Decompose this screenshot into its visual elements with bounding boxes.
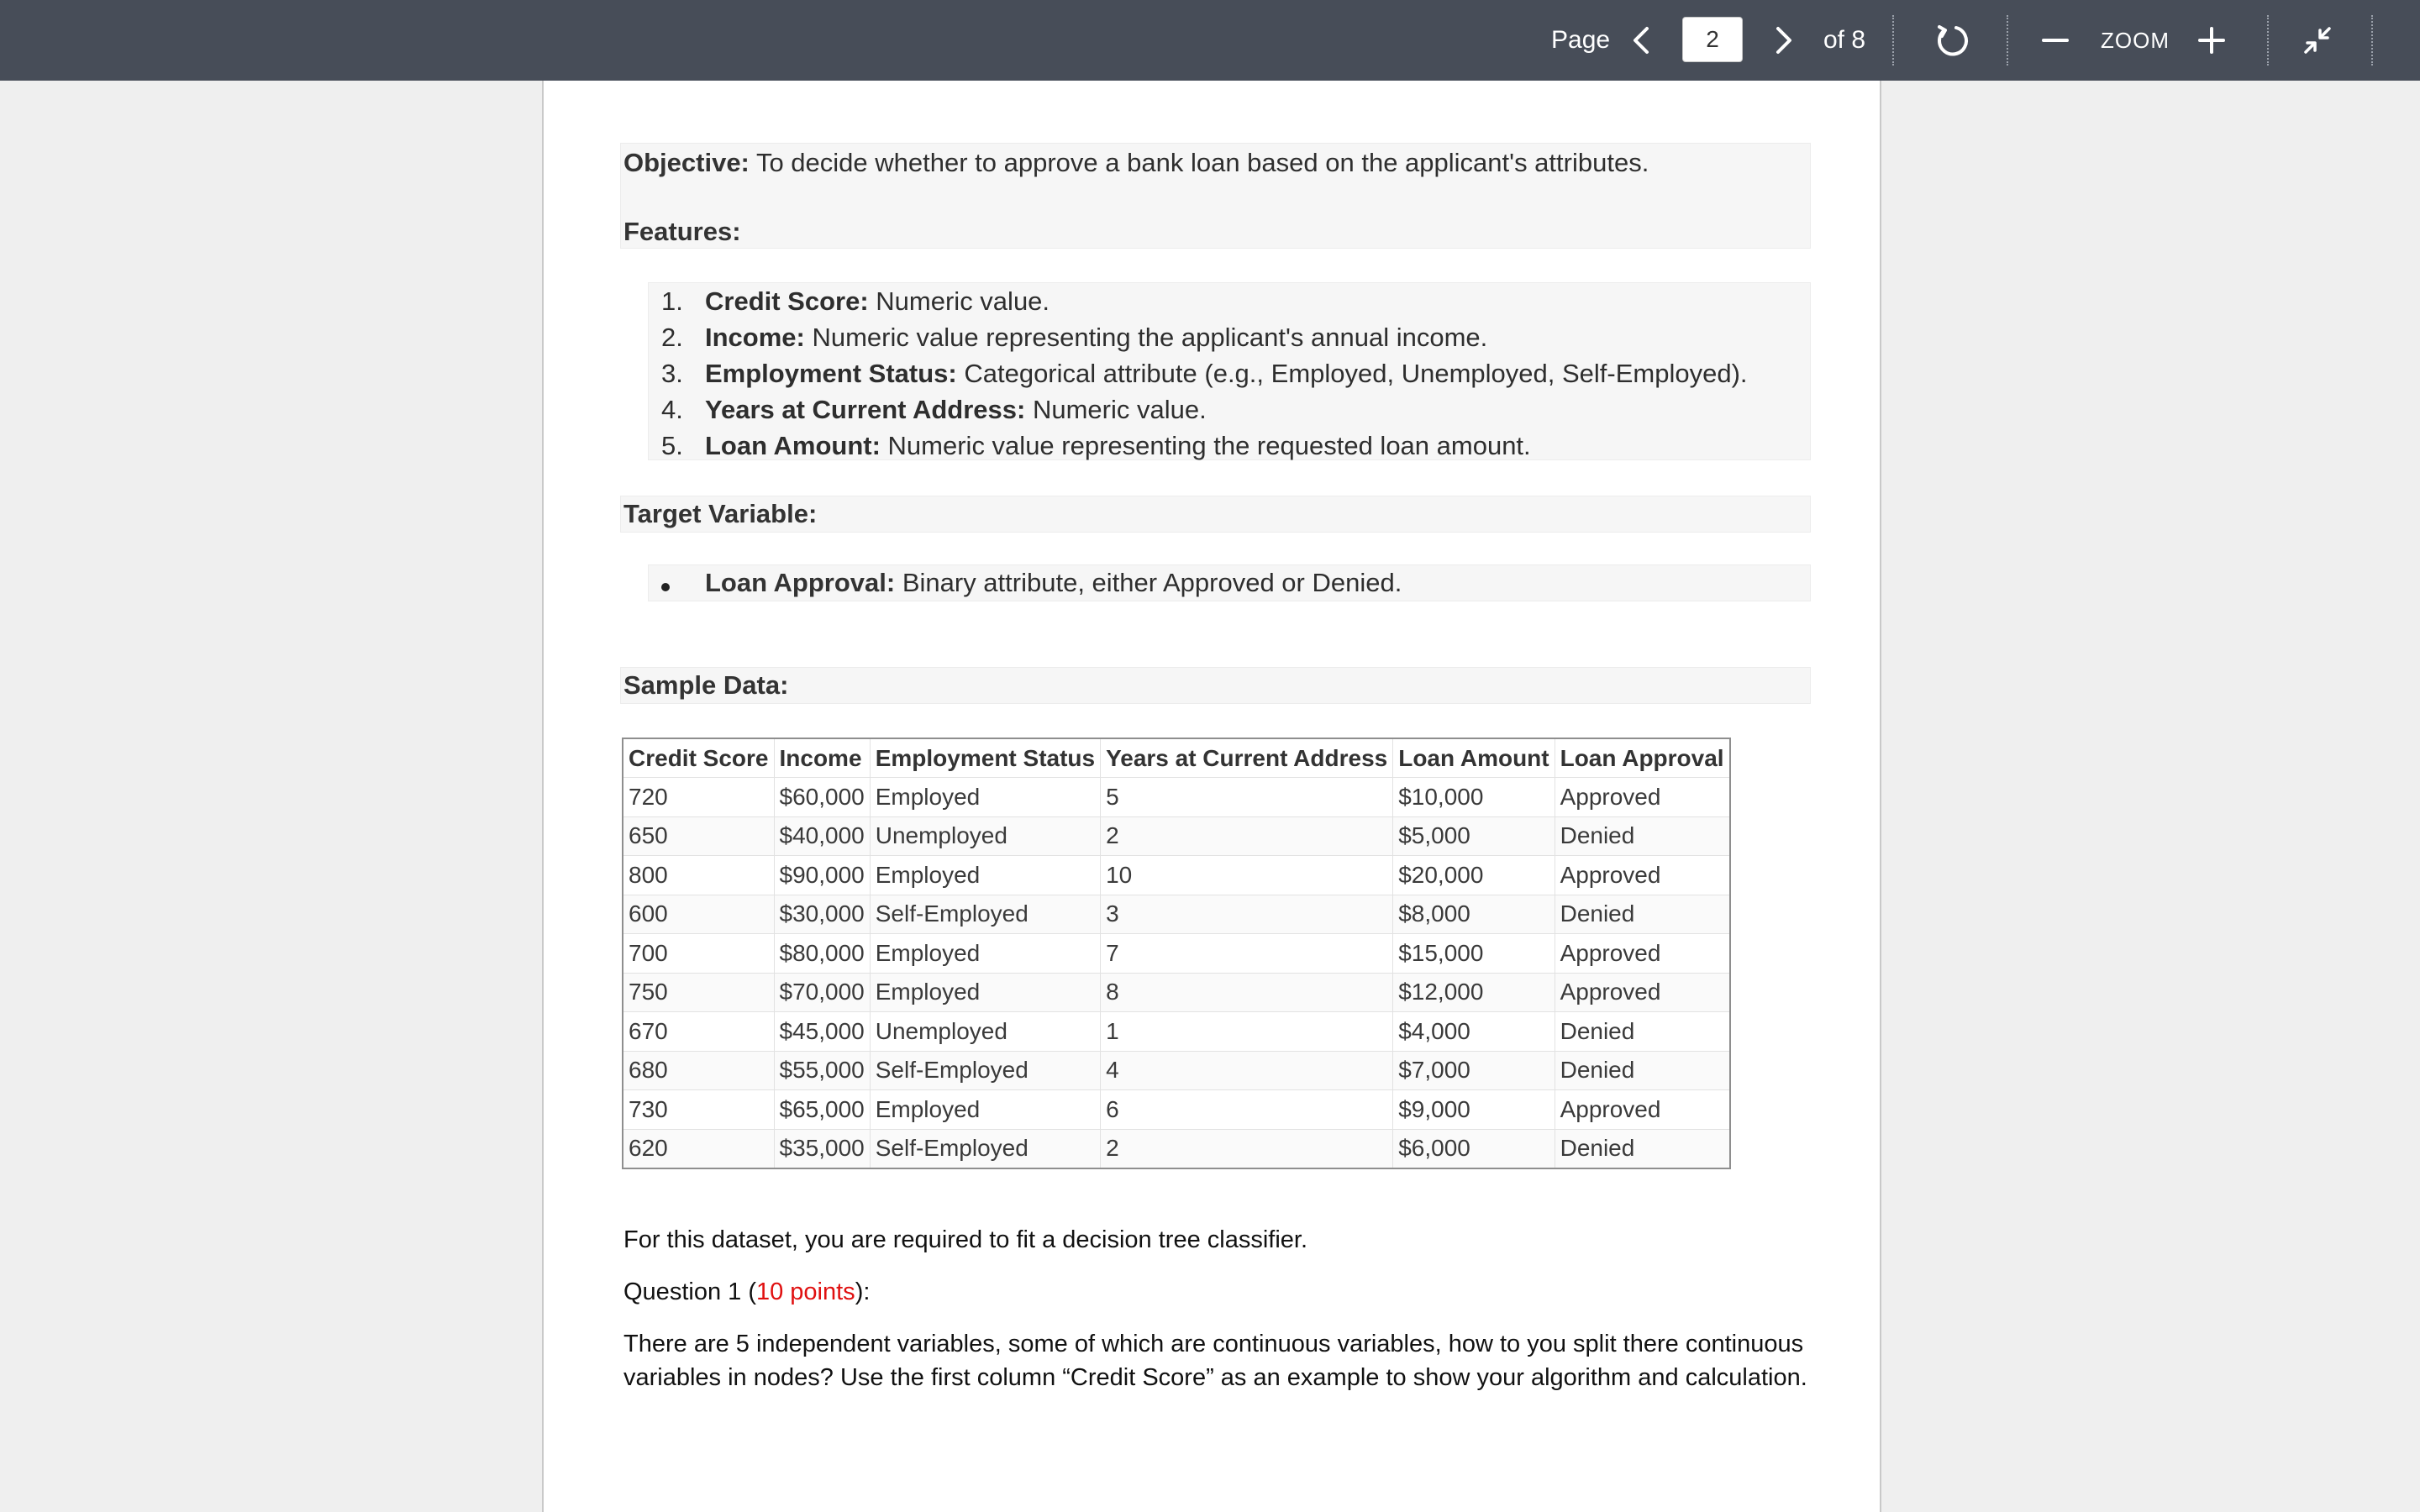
table-cell: Unemployed — [870, 816, 1100, 856]
table-cell: Employed — [870, 934, 1100, 974]
zoom-out-button[interactable] — [2035, 20, 2075, 60]
table-cell: 650 — [623, 816, 774, 856]
column-header: Credit Score — [623, 738, 774, 778]
column-header: Loan Amount — [1393, 738, 1555, 778]
target-label: Loan Approval: — [705, 568, 896, 597]
toolbar-divider — [2371, 15, 2373, 66]
sample-heading: Sample Data: — [623, 670, 789, 700]
previous-page-button[interactable] — [1622, 20, 1662, 60]
collapse-icon — [2297, 20, 2338, 60]
table-cell: Employed — [870, 973, 1100, 1012]
table-cell: $5,000 — [1393, 816, 1555, 856]
zoom-label: ZOOM — [2101, 28, 2170, 53]
table-row — [623, 778, 1730, 817]
sample-data-table — [622, 738, 1731, 1169]
pdf-toolbar — [0, 0, 2420, 81]
toolbar-divider — [1892, 15, 1894, 66]
sample-heading-block — [620, 667, 1811, 704]
table-cell: $70,000 — [774, 973, 870, 1012]
table-cell: 700 — [623, 934, 774, 974]
table-row — [623, 1129, 1730, 1168]
table-row — [623, 856, 1730, 895]
question-title: Question 1 (10 points): — [623, 1278, 871, 1305]
feature-text: Categorical attribute (e.g., Employed, Unemployed, Self-Employed). — [964, 359, 1748, 388]
table-cell: $8,000 — [1393, 895, 1555, 934]
table-cell: Approved — [1555, 934, 1729, 974]
feature-text: Numeric value representing the requested loan amount. — [887, 431, 1531, 460]
table-row — [623, 934, 1730, 974]
table-row — [623, 895, 1730, 934]
target-text: Binary attribute, either Approved or Denied. — [902, 568, 1402, 597]
page-number-input[interactable] — [1682, 17, 1743, 62]
table-cell: $35,000 — [774, 1129, 870, 1168]
bullet-icon — [661, 583, 670, 591]
table-cell: Denied — [1555, 1051, 1729, 1090]
table-cell: Approved — [1555, 856, 1729, 895]
next-page-button[interactable] — [1763, 20, 1803, 60]
table-cell: Employed — [870, 856, 1100, 895]
table-cell: $65,000 — [774, 1090, 870, 1130]
table-cell: Approved — [1555, 973, 1729, 1012]
table-cell: $40,000 — [774, 816, 870, 856]
page-total: of 8 — [1823, 26, 1866, 54]
page-label: Page — [1551, 26, 1611, 54]
feature-label: Employment Status: — [705, 359, 957, 388]
objective-label: Objective: — [623, 148, 750, 177]
column-header: Employment Status — [870, 738, 1100, 778]
toolbar-divider — [2267, 15, 2269, 66]
feature-label: Income: — [705, 323, 805, 352]
table-cell: Unemployed — [870, 1012, 1100, 1052]
table-cell: Employed — [870, 1090, 1100, 1130]
table-row — [623, 816, 1730, 856]
zoom-in-button[interactable] — [2191, 20, 2232, 60]
table-cell: $20,000 — [1393, 856, 1555, 895]
table-cell: Denied — [1555, 1012, 1729, 1052]
table-cell: $10,000 — [1393, 778, 1555, 817]
table-row — [623, 1090, 1730, 1130]
chevron-right-icon — [1763, 20, 1803, 60]
table-cell: 2 — [1101, 816, 1393, 856]
table-cell: 10 — [1101, 856, 1393, 895]
table-cell: $60,000 — [774, 778, 870, 817]
table-cell: Denied — [1555, 1129, 1729, 1168]
table-cell: 4 — [1101, 1051, 1393, 1090]
table-cell: Denied — [1555, 895, 1729, 934]
table-cell: Approved — [1555, 1090, 1729, 1130]
table-cell: $55,000 — [774, 1051, 870, 1090]
table-cell: $80,000 — [774, 934, 870, 974]
rotate-button[interactable] — [1931, 20, 1971, 60]
exit-fullscreen-button[interactable] — [2297, 20, 2338, 60]
question-points: 10 points — [755, 1278, 855, 1305]
rotate-icon — [1931, 20, 1971, 60]
table-cell: 730 — [623, 1090, 774, 1130]
table-cell: Self-Employed — [870, 1051, 1100, 1090]
table-cell: $45,000 — [774, 1012, 870, 1052]
feature-text: Numeric value representing the applicant's annual income. — [812, 323, 1488, 352]
table-row — [623, 1051, 1730, 1090]
target-heading: Target Variable: — [623, 499, 818, 528]
table-cell: Approved — [1555, 778, 1729, 817]
column-header: Years at Current Address — [1101, 738, 1393, 778]
table-cell: 2 — [1101, 1129, 1393, 1168]
question-text-line: variables in nodes? Use the first column “Credit Score” as an example to show your algorithm and calculation. — [623, 1364, 1807, 1391]
features-heading: Features: — [623, 217, 741, 246]
table-cell: $7,000 — [1393, 1051, 1555, 1090]
table-cell: 8 — [1101, 973, 1393, 1012]
table-cell: $30,000 — [774, 895, 870, 934]
pdf-page: Objective: To decide whether to approve a bank loan based on the applicant's attributes. Features: 1. Credit Score: Numeric value. 2. Income: Numeric value representing the applicant's annual income. 3. Employment Status: Categorical attribute (e.g., Employed, Unemployed, Self-Employed). 4. Years at Current Address: Numeric value. 5. Loan Amount: Numeric value representing the requested loan amount. Target Variable: Loan Approval: Binary attribute, either Approved or Denied. Sample Data: Credit Score Income Employment Status Years at Current Address Loan Amount Loan Approval 720 $60,000 Employed 5 $10,000 Approved 650 $40,000 Unemployed 2 $5,000 Denied 800 $90,000 Employed 10 $20,000 Approved 600 $30,000 Self-Employed 3 $8,000 Denied 700 $80,000 Employed 7 $15,000 Approved 750 $70,000 Employed 8 $12,000 Approved 670 $45,000 Unemployed 1 $4,000 Denied 680 $55,000 Self-Employed 4 $7,000 Denied 730 $65,000 Employed 6 $9,000 Approved 620 $35,000 Self-Employed 2 $6,000 Denied For this dataset, you are required to fit a decision tree classifier. Question 1 (10 points): There are 5 independent variables, some of which are continuous variables, how to you split there continuous variables in nodes? Use the first column “Credit Score” as an example to show your algorithm and calculation. — [542, 81, 1881, 1512]
table-cell: 750 — [623, 973, 774, 1012]
toolbar-divider — [2007, 15, 2008, 66]
table-cell: 800 — [623, 856, 774, 895]
table-cell: $90,000 — [774, 856, 870, 895]
table-cell: $15,000 — [1393, 934, 1555, 974]
objective-text: To decide whether to approve a bank loan based on the applicant's attributes. — [755, 148, 1649, 177]
objective-line — [623, 146, 1649, 180]
table-cell: $12,000 — [1393, 973, 1555, 1012]
table-cell: 680 — [623, 1051, 774, 1090]
table-row — [623, 973, 1730, 1012]
feature-label: Loan Amount: — [705, 431, 881, 460]
table-cell: 1 — [1101, 1012, 1393, 1052]
plus-icon — [2191, 20, 2232, 60]
table-row — [623, 1012, 1730, 1052]
table-cell: Employed — [870, 778, 1100, 817]
table-cell: 720 — [623, 778, 774, 817]
table-cell: 5 — [1101, 778, 1393, 817]
table-cell: Self-Employed — [870, 895, 1100, 934]
table-cell: $9,000 — [1393, 1090, 1555, 1130]
feature-label: Credit Score: — [705, 286, 869, 316]
question-text-line: There are 5 independent variables, some of which are continuous variables, how to you split there continuous — [623, 1331, 1804, 1357]
list-item — [705, 566, 1402, 600]
column-header: Loan Approval — [1555, 738, 1729, 778]
table-cell: $6,000 — [1393, 1129, 1555, 1168]
minus-icon — [2035, 20, 2075, 60]
table-cell: 620 — [623, 1129, 774, 1168]
table-cell: Denied — [1555, 816, 1729, 856]
column-header: Income — [774, 738, 870, 778]
table-cell: 600 — [623, 895, 774, 934]
chevron-left-icon — [1622, 20, 1662, 60]
table-cell: 6 — [1101, 1090, 1393, 1130]
feature-text: Numeric value. — [1032, 395, 1207, 424]
instruction-text: For this dataset, you are required to fit a decision tree classifier. — [623, 1226, 1308, 1253]
feature-label: Years at Current Address: — [705, 395, 1026, 424]
table-cell: Self-Employed — [870, 1129, 1100, 1168]
table-cell: $4,000 — [1393, 1012, 1555, 1052]
table-cell: 670 — [623, 1012, 774, 1052]
table-header-row — [623, 738, 1730, 778]
table-cell: 3 — [1101, 895, 1393, 934]
feature-text: Numeric value. — [876, 286, 1050, 316]
table-cell: 7 — [1101, 934, 1393, 974]
